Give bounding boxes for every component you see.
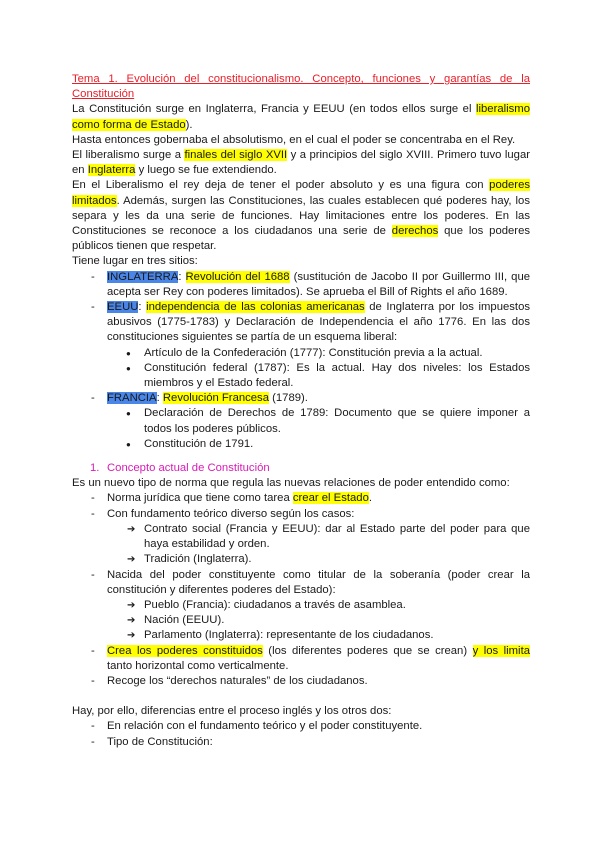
sub-item: ● Constitución federal (1787): Es la actual. Hay dos niveles: los Estados miembros y el Estado federal.: [72, 361, 530, 391]
paragraph-definition: Es un nuevo tipo de norma que regula las nuevas relaciones de poder entendido como:: [72, 477, 510, 490]
highlight: Revolución Francesa: [162, 392, 269, 405]
sub-item: ➔ Parlamento (Inglaterra): representante de los ciudadanos.: [72, 628, 530, 643]
text: que los poderes públicos tienen que respetar.: [72, 225, 530, 253]
list-item: - Nacida del poder constituyente como titular de la soberanía (poder crear la constitución y diferentes poderes del Estado):: [72, 568, 530, 598]
list-item: [72, 644, 530, 674]
list-item-inglaterra: [72, 270, 530, 300]
text: y a principios del siglo XVIII. Primero tuvo lugar en: [72, 149, 530, 177]
list-item: - Con fundamento teórico diverso según los casos:: [72, 507, 530, 522]
highlight: Inglaterra: [87, 164, 136, 177]
list-item: - Tipo de Constitución:: [72, 735, 530, 750]
sub-item: ➔ Tradición (Inglaterra).: [72, 552, 530, 567]
list-item: - En relación con el fundamento teórico y el poder constituyente.: [72, 719, 530, 734]
differences-list: [72, 719, 530, 749]
paragraph-three-sites: Tiene lugar en tres sitios:: [72, 255, 198, 268]
paragraph-intro: [72, 102, 530, 132]
text: de Inglaterra por los impuestos abusivos (1775-1783) y Declaración de Independencia el año 1776. En las dos constituciones siguientes se partía de un esquema liberal:: [107, 301, 530, 344]
text: En el Liberalismo el rey deja de tener el poder absoluto y es una figura con: [72, 179, 490, 192]
sub-item: ● Artículo de la Confederación (1777): Constitución previa a la actual.: [72, 346, 530, 361]
section-heading: [72, 461, 530, 476]
highlight: poderes limitados: [72, 179, 530, 207]
text: :: [178, 270, 186, 283]
highlight: Revolución del 1688: [185, 270, 290, 283]
paragraph-limited-powers: [72, 178, 530, 254]
highlight: derechos: [391, 225, 439, 238]
text: tanto horizontal como verticalmente.: [107, 659, 289, 672]
document-title: Tema 1. Evolución del constitucionalismo. Concepto, funciones y garantías de la Constitución: [72, 73, 530, 101]
text: :: [156, 392, 163, 405]
list-item-eeuu: [72, 300, 530, 346]
sub-item: ➔ Pueblo (Francia): ciudadanos a través de asamblea.: [72, 598, 530, 613]
paragraph-liberalism: [72, 148, 530, 178]
highlight: independencia de las colonias americanas: [146, 301, 365, 314]
text: Norma jurídica que tiene como tarea: [107, 492, 293, 505]
highlight: crear el Estado: [292, 492, 369, 505]
highlight: liberalismo como forma de Estado: [72, 103, 530, 131]
sub-item: ➔ Nación (EEUU).: [72, 613, 530, 628]
country-label: EEUU: [107, 301, 139, 314]
text: (1789).: [269, 392, 308, 405]
text: (los diferentes poderes que se crean): [262, 644, 473, 657]
section-title: Concepto actual de Constitución: [107, 462, 270, 475]
document-page: [72, 72, 530, 750]
paragraph-absolutism: Hasta entonces gobernaba el absolutismo, en el cual el poder se concentraba en el Rey.: [72, 133, 516, 146]
text: El liberalismo surge a: [72, 149, 185, 162]
sub-item: ● Declaración de Derechos de 1789: Documento que se quiere imponer a todos los poderes públicos.: [72, 406, 530, 436]
list-item-francia: [72, 391, 530, 406]
text: La Constitución surge en Inglaterra, Francia y EEUU (en todos ellos surge el: [72, 103, 476, 116]
text: .: [368, 492, 372, 505]
text: y luego se fue extendiendo.: [135, 164, 277, 177]
list-item: - Recoge los “derechos naturales” de los ciudadanos.: [72, 674, 530, 689]
highlight: finales del siglo XVII: [184, 149, 288, 162]
highlight: y los limita: [472, 644, 530, 657]
highlight: Crea los poderes constituidos: [107, 644, 263, 657]
text: ).: [185, 118, 193, 131]
list-item: [72, 491, 530, 506]
sub-item: ● Constitución de 1791.: [72, 437, 530, 452]
sites-list: [72, 270, 530, 452]
country-label: FRANCIA: [107, 392, 157, 405]
paragraph-differences: Hay, por ello, diferencias entre el proceso inglés y los otros dos:: [72, 705, 392, 718]
definition-list: [72, 491, 530, 689]
sub-item: ➔ Contrato social (Francia y EEUU): dar al Estado parte del poder para que haya estabilidad y orden.: [72, 522, 530, 552]
text: (sustitución de Jacobo II por Guillermo III, que acepta ser Rey con poderes limitados). Se aprueba el Bill of Rights el año 1689.: [107, 270, 531, 298]
section-number: 1.: [90, 462, 100, 475]
country-label: INGLATERRA: [107, 270, 179, 283]
text: . Además, surgen las Constituciones, las cuales establecen qué poderes hay, los separa y les da una serie de funciones. Hay limitaciones entre los poderes. En las Constituciones se reconoce a los ciudadanos una serie de: [72, 194, 530, 238]
text: :: [138, 301, 147, 314]
spacer: [72, 689, 530, 704]
